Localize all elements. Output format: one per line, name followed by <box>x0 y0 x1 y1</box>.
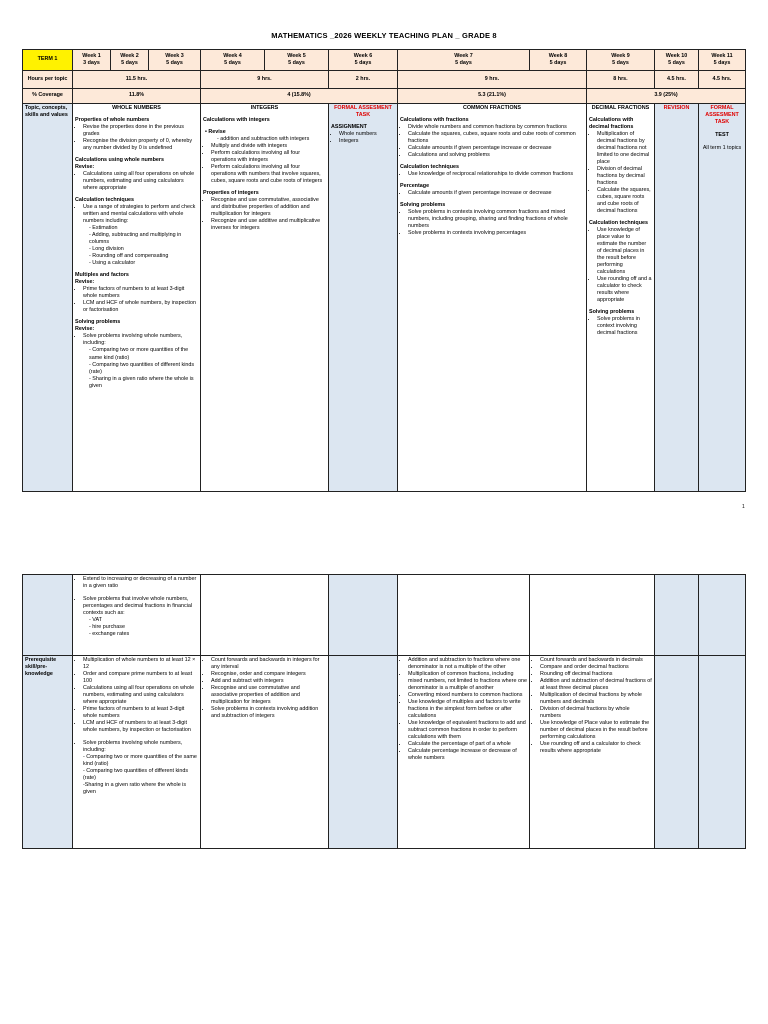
formal-task-cell: FORMAL ASSESMENT TASK ASSIGNMENT • Whole numbers • Integers <box>329 104 398 492</box>
hours-integers: 9 hrs. <box>201 71 329 89</box>
term-label: TERM 1 <box>23 50 73 71</box>
formal-test-cell: FORMAL ASSESMENT TASK TEST All term 1 topics <box>699 104 746 492</box>
week-header-4: Week 4 5 days <box>201 50 265 71</box>
revision-cell: REVISION <box>655 104 699 492</box>
coverage-integers: 4 (15.8%) <box>201 89 398 104</box>
decimal-fractions-cell: DECIMAL FRACTIONS Calculations with decimal fractions • Multiplication of decimal fractions by decimal fractions not limited to one decimal place • Division of decimal fractions by decimal fractions • Calculate the squares, cubes, square roots and cube roots of decimal fractions Calculation techniques • Use knowledge of place value to estimate the number of decimal places in the result before performing calculations • Use rounding off and a calculator to check results where appropriate Solving problems • Solve problems in context involving decimal fractions <box>587 104 655 492</box>
week-header-7: Week 7 5 days <box>398 50 530 71</box>
week-header-6: Week 6 5 days <box>329 50 398 71</box>
page-title: MATHEMATICS _2026 WEEKLY TEACHING PLAN _ GRADE 8 <box>271 31 497 40</box>
prereq-common-fractions: • Addition and subtraction to fractions where one denominator is not a multiple of the other • Multiplication of common fractions, including mixed numbers, not limited to fractions where one denominator is a multiple of another • Converting mixed numbers to common fractions • Use knowledge of multiples and factors to write fractions in the simplest form before or after calculations • Use knowledge of equivalent fractions to add and subtract common fractions in order to perform calculations with them • Calculate the percentage of part of a whole • Calculate percentage increase or decrease of whole numbers <box>398 656 530 849</box>
hours-week6: 2 hrs. <box>329 71 398 89</box>
plan-grid <box>22 49 746 492</box>
integers-heading: INTEGERS <box>250 105 279 111</box>
week-header-9: Week 9 5 days <box>587 50 655 71</box>
week-header-2: Week 2 5 days <box>111 50 149 71</box>
hours-decimals: 8 hrs. <box>587 71 655 89</box>
prereq-integers: • Count forwards and backwards in integers for any interval • Recognise, order and compare integers • Add and subtract with integers • Recognise and use commutative and associative properties of addition and multiplication for integers • Solve problems in contexts involving addition and subtraction of integers <box>201 656 329 849</box>
hours-fractions: 9 hrs. <box>398 71 587 89</box>
integers-cell: INTEGERS Calculations with integers • Revise - addition and subtraction with integers • Multiply and divide with integers • Perform calculations involving all four operations with integers • Perform calculations involving all four operations with numbers that involve squares, cubes, square roots and cube roots of integers Properties of integers • Recognise and use commutative, associative and distributive properties of addition and multiplication for integers • Recognize and use additive and multiplicative inverses for integers <box>201 104 329 492</box>
page-number: 1 <box>742 504 745 510</box>
coverage-decimals: 3.9 (25%) <box>587 89 746 104</box>
hours-week10: 4.5 hrs. <box>655 71 699 89</box>
week-header-8: Week 8 5 days <box>530 50 587 71</box>
decimal-fractions-heading: DECIMAL FRACTIONS <box>591 105 650 111</box>
whole-numbers-cell: WHOLE NUMBERS Properties of whole numbers • Revise the properties done in the previous grades • Recognise the division property of 0, whereby any number divided by 0 is undefined Calculations using whole numbers Revise: • Calculations using all four operations on whole numbers, estimating and using calculators where appropriate Calculation techniques • Use a range of strategies to perform and check written and mental calculations with whole numbers including: - Estimation - Adding, subtracting and multiplying in columns - Long division - Rounding off and compensating - Using a calculator Multiples and factors Revise: • Prime factors of numbers to at least 3-digit whole numbers • LCM and HCF of whole numbers, by inspection or factorisation Solving problems Revise: • Solve problems involving whole numbers, including: - Comparing two or more quantities of the same kind (ratio) - Comparing two quantities of different kinds (rate) - Sharing in a given ratio where the whole is given <box>73 104 201 492</box>
week-header-1: Week 1 3 days <box>73 50 111 71</box>
coverage-whole-numbers: 11.8% <box>73 89 201 104</box>
whole-numbers-continued: • Extend to increasing or decreasing of a number in a given ratio • Solve problems that involve whole numbers, percentages and decimal fractions in financial contexts such as: - VAT - hire purchase - exchange rates <box>73 575 201 656</box>
week-header-10: Week 10 5 days <box>655 50 699 71</box>
common-fractions-cell: COMMON FRACTIONS Calculations with fractions • Divide whole numbers and common fractions by common fractions • Calculate the squares, cubes, square roots and cube roots of common fractions • Calculate amounts if given percentage increase or decrease • Calculations and solving problems Calculation techniques • Use knowledge of reciprocal relationships to divide common fractions Percentage • Calculate amounts if given percentage increase or decrease Solving problems • Solve problems in contexts involving common fractions and mixed numbers, including grouping, sharing and finding fractions of whole numbers • Solve problems in contexts involving percentages <box>398 104 587 492</box>
prereq-label: Prerequisite skill/pre-knowledge <box>23 656 73 849</box>
coverage-fractions: 5.3 (21.1%) <box>398 89 587 104</box>
hours-label: Hours per topic <box>23 71 73 89</box>
week-header-3: Week 3 5 days <box>149 50 201 71</box>
plan-grid-continued <box>22 574 746 849</box>
topics-label: Topic, concepts, skills and values <box>23 104 73 492</box>
common-fractions-heading: COMMON FRACTIONS <box>462 105 522 111</box>
week-header-5: Week 5 5 days <box>265 50 329 71</box>
week-header-11: Week 11 5 days <box>699 50 746 71</box>
prereq-decimal-fractions: • Count forwards and backwards in decimals • Compare and order decimal fractions • Rounding off decimal fractions • Addition and subtraction of decimal fractions of at least three decimal places • Multiplication of decimal fractions by whole numbers and decimals • Division of decimal fractions by whole numbers • Use knowledge of Place value to estimate the number of decimal places in the result before performing calculations • Use rounding off and a calculator to check results where appropriate <box>530 656 655 849</box>
coverage-label: % Coverage <box>23 89 73 104</box>
formal-task-heading: FORMAL ASSESMENT TASK <box>334 105 392 119</box>
hours-whole-numbers: 11.5 hrs. <box>73 71 201 89</box>
hours-week11: 4.5 hrs. <box>699 71 746 89</box>
whole-numbers-heading: WHOLE NUMBERS <box>112 105 161 111</box>
prereq-whole-numbers: • Multiplication of whole numbers to at least 12 × 12 • Order and compare prime numbers to at least 100 • Calculations using all four operations on whole numbers, estimating and using calculators where appropriate • Prime factors of numbers to at least 3-digit whole numbers • LCM and HCF of numbers to at least 3-digit whole numbers, by inspection or factorisation • Solve problems involving whole numbers, including: - Comparing two or more quantities of the same kind (ratio) - Comparing two quantities of different kinds (rate) -Sharing in a given ratio where the whole is given <box>73 656 201 849</box>
